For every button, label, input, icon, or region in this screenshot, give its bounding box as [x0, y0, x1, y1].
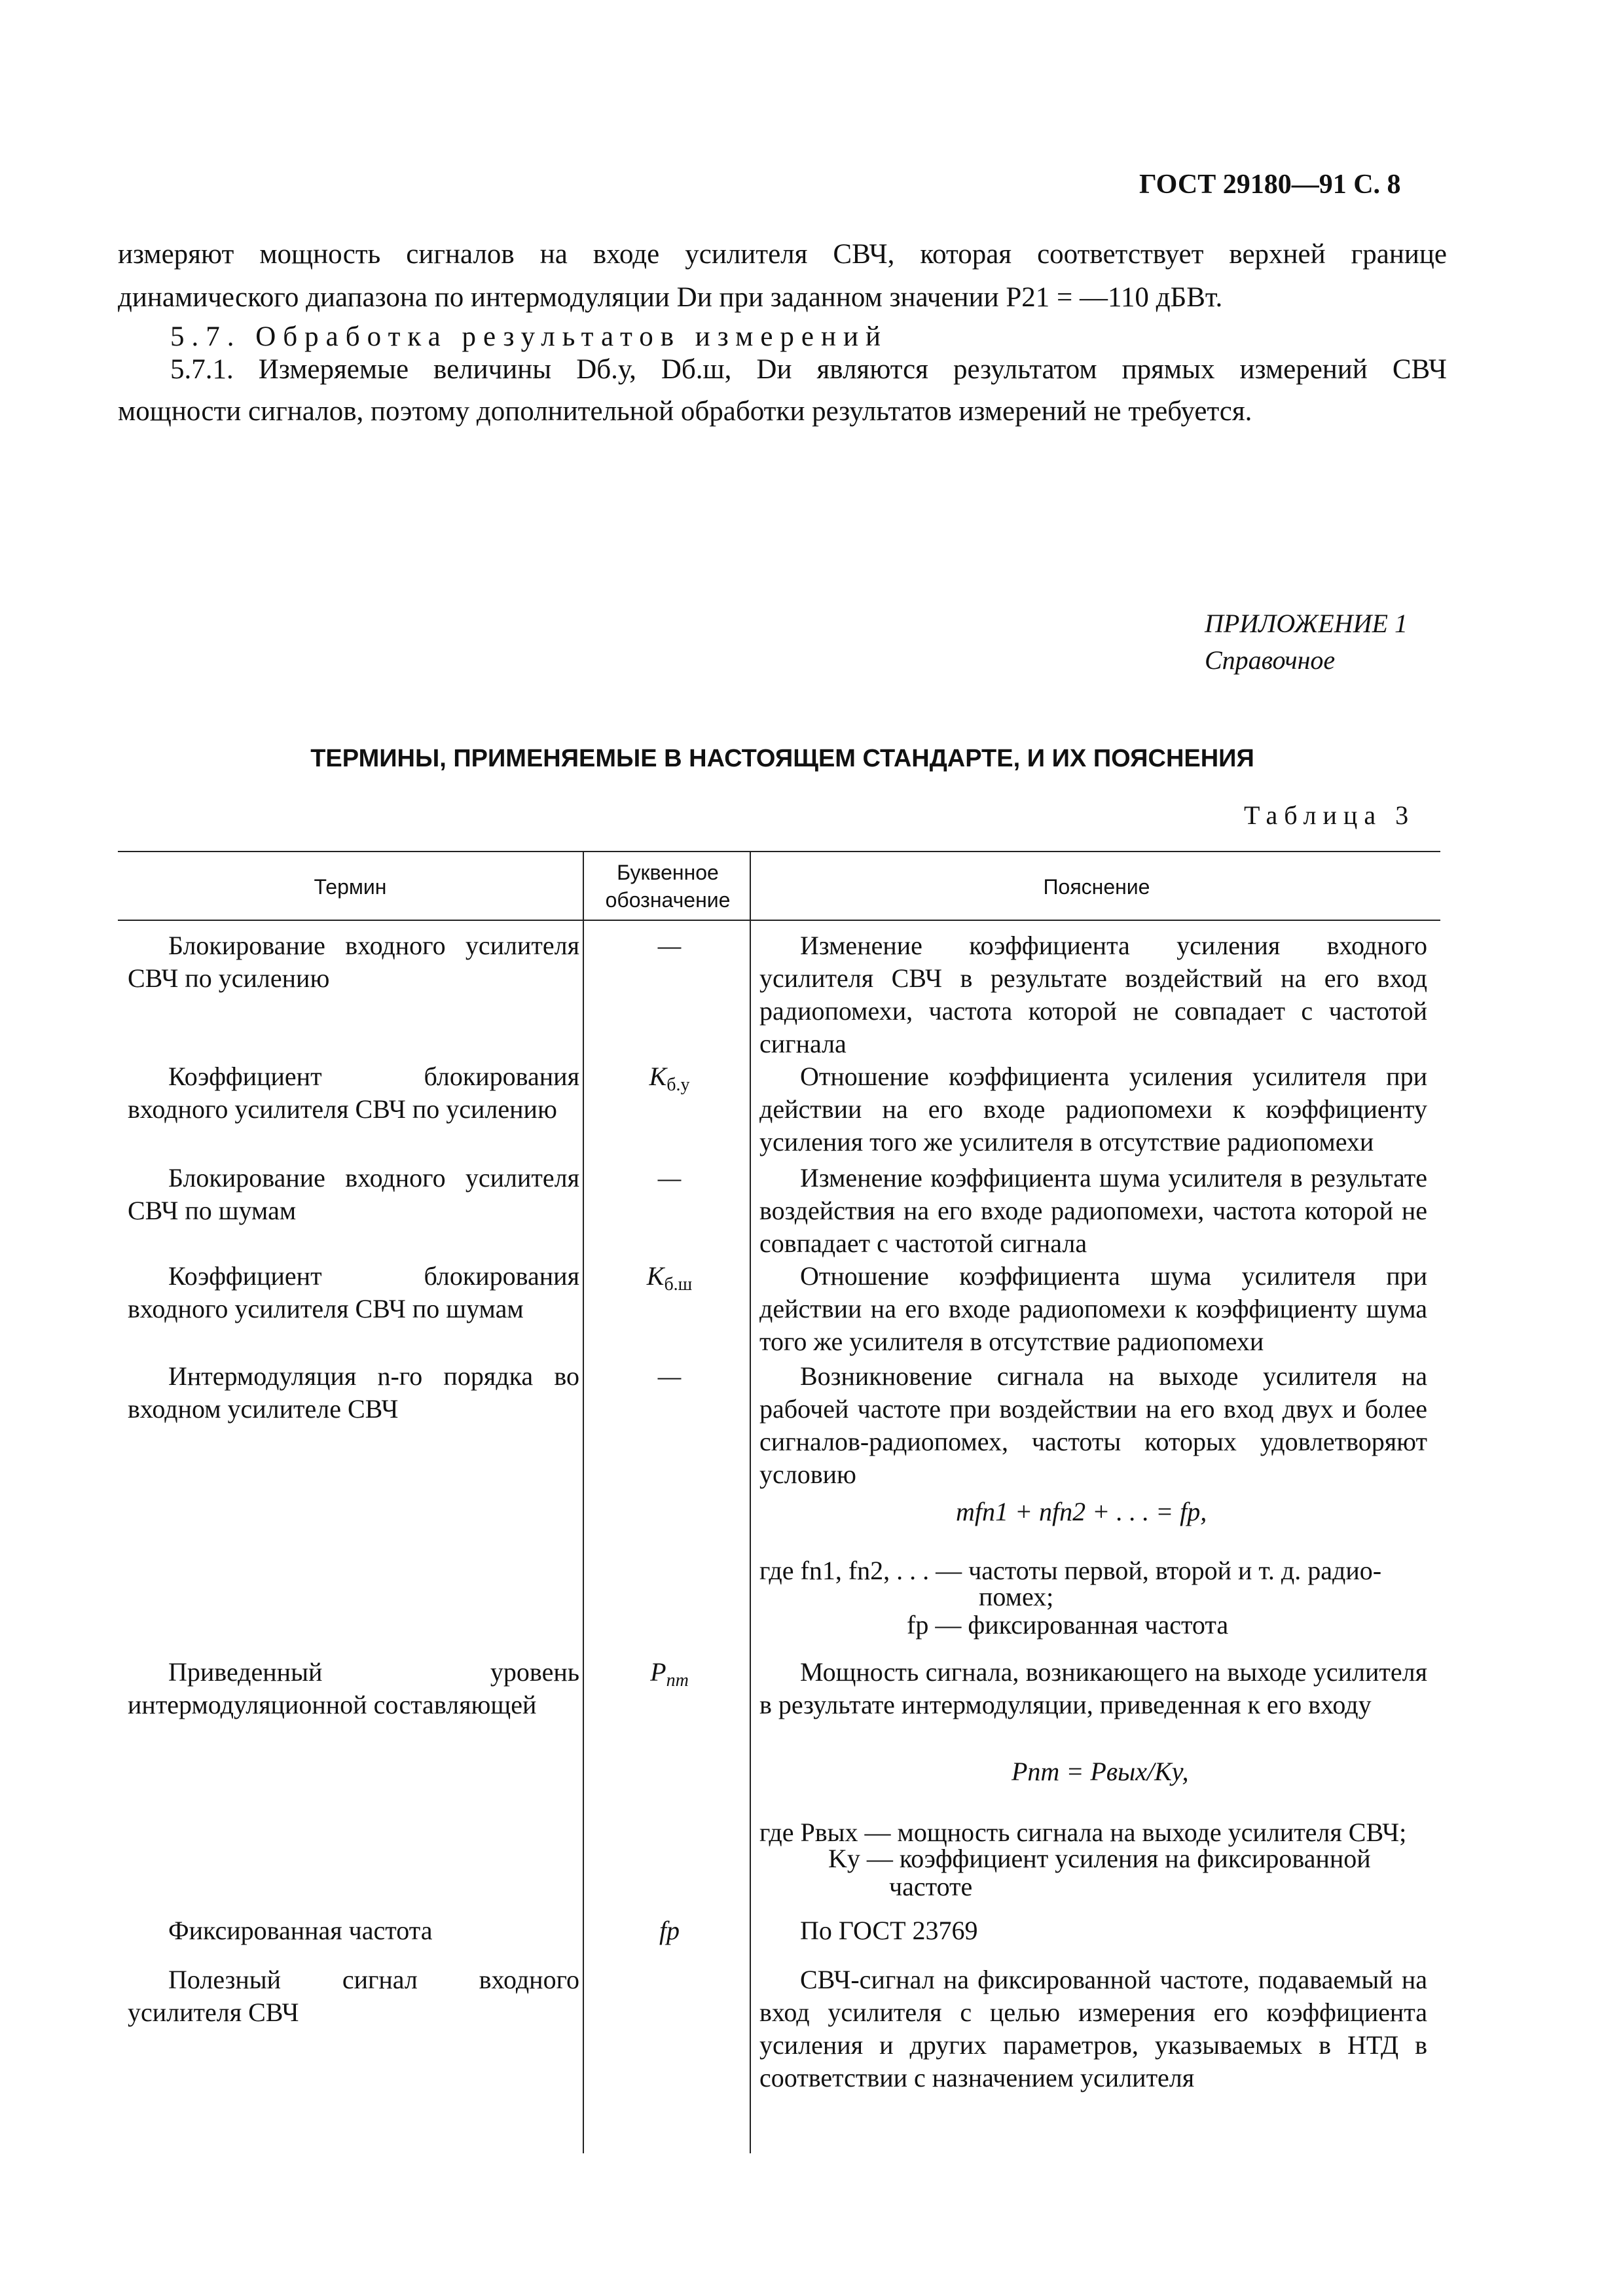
- table-row-6-where-3: частоте: [889, 1872, 973, 1901]
- table-top-rule: [118, 851, 1440, 852]
- table-row-1-symbol: —: [657, 931, 682, 960]
- table-divider-2: [750, 851, 751, 2153]
- table-row-3-symbol: —: [657, 1163, 682, 1193]
- table-row-6-term: Приведенный уровень интермодуляционной составляющей: [128, 1657, 579, 1719]
- table-row-5-where-1: где fn1, fn2, . . . — частоты первой, второй и т. д. радио-: [759, 1556, 1382, 1585]
- table-row-3-explanation: Изменение коэффициента шума усилителя в результате воздействия на его входе радиопомехи, частота которой не совпадает с частотой сигнала: [759, 1163, 1427, 1258]
- body-paragraph-4: 5.7.1. Измеряемые величины Dб.у, Dб.ш, Dи являются результатом прямых измерений СВЧ: [170, 354, 1447, 385]
- body-paragraph-5: мощности сигналов, поэтому дополнительной обработки результатов измерений не требуется.: [118, 396, 1252, 427]
- table-row-2-explanation: Отношение коэффициента усиления усилителя при действии на его входе радиопомехи к коэффициенту усиления того же усилителя в отсутствие радиопомехи: [759, 1062, 1427, 1157]
- table-row-6-where-1: где Pвых — мощность сигнала на выходе усилителя СВЧ;: [759, 1818, 1407, 1847]
- table-row-2-symbol: $K_{б.у}$: [649, 1062, 690, 1095]
- section-heading-5-7: 5.7. Обработка результатов измерений: [170, 321, 888, 352]
- table-row-3-term: Блокирование входного усилителя СВЧ по шумам: [128, 1163, 579, 1225]
- body-paragraph-1: измеряют мощность сигналов на входе усилителя СВЧ, которая соответствует верхней границе: [118, 239, 1447, 270]
- table-row-7-symbol: fp: [659, 1916, 680, 1945]
- table-row-5-term: Интермодуляция n-го порядка во входном усилителе СВЧ: [128, 1361, 579, 1424]
- table-row-5-explanation: Возникновение сигнала на выходе усилителя на рабочей частоте при воздействии на его вход двух и более сигналов-радиопомех, частоты которых удовлетворяют условию: [759, 1361, 1427, 1489]
- table-row-4-symbol: $K_{б.ш}$: [646, 1261, 693, 1295]
- page-header: ГОСТ 29180—91 С. 8: [1139, 170, 1401, 200]
- table-row-1-term: Блокирование входного усилителя СВЧ по усилению: [128, 931, 579, 993]
- table-row-6-formula: Pnm = Pвых/Kу,: [1012, 1757, 1189, 1786]
- table-row-5-formula: mfn1 + nfn2 + . . . = fp,: [956, 1497, 1207, 1526]
- table-row-5-symbol: —: [657, 1361, 682, 1391]
- table-row-2-term: Коэффициент блокирования входного усилителя СВЧ по усилению: [128, 1062, 579, 1124]
- table-row-1-explanation: Изменение коэффициента усиления входного усилителя СВЧ в результате воздействий на его вход радиопомехи, частота которой не совпадает с частотой сигнала: [759, 931, 1427, 1058]
- table-row-6-explanation: Мощность сигнала, возникающего на выходе усилителя в результате интермодуляции, приведенная к его входу: [759, 1657, 1427, 1719]
- table-row-6-symbol: $P_{nm}$: [650, 1657, 689, 1691]
- table-row-4-explanation: Отношение коэффициента шума усилителя при действии на его входе радиопомехи к коэффициенту шума того же усилителя в отсутствие радиопомехи: [759, 1261, 1427, 1356]
- table-row-6-where-2: Kу — коэффициент усиления на фиксированной: [828, 1844, 1371, 1873]
- header-term: Термин: [314, 875, 387, 899]
- table-row-7-explanation: По ГОСТ 23769: [800, 1916, 978, 1945]
- table-divider-1: [583, 851, 584, 2153]
- header-explanation: Пояснение: [1043, 875, 1150, 899]
- header-symbol: Буквенное обозначение: [605, 861, 731, 912]
- document-title: ТЕРМИНЫ, ПРИМЕНЯЕМЫЕ В НАСТОЯЩЕМ СТАНДАРТЕ, И ИХ ПОЯСНЕНИЯ: [310, 745, 1254, 772]
- table-row-8-explanation: СВЧ-сигнал на фиксированной частоте, подаваемый на вход усилителя с целью измерения его коэффициента усиления и других параметров, указываемых в НТД в соответствии с назначением усилителя: [759, 1965, 1427, 2092]
- appendix-label: ПРИЛОЖЕНИЕ 1: [1205, 609, 1408, 638]
- table-row-4-term: Коэффициент блокирования входного усилителя СВЧ по шумам: [128, 1261, 579, 1323]
- table-row-8-term: Полезный сигнал входного усилителя СВЧ: [128, 1965, 579, 2027]
- table-row-5-where-2: помех;: [979, 1582, 1054, 1611]
- table-label: Таблица 3: [1244, 800, 1415, 830]
- table-row-7-term: Фиксированная частота: [168, 1916, 433, 1945]
- appendix-block: [1205, 605, 1408, 679]
- table-header-rule: [118, 920, 1440, 921]
- table-row-5-where-3: fp — фиксированная частота: [907, 1610, 1229, 1640]
- body-paragraph-2: динамического диапазона по интермодуляции Dи при заданном значении P21 = —110 дБВт.: [118, 282, 1223, 313]
- appendix-note: Справочное: [1205, 645, 1336, 675]
